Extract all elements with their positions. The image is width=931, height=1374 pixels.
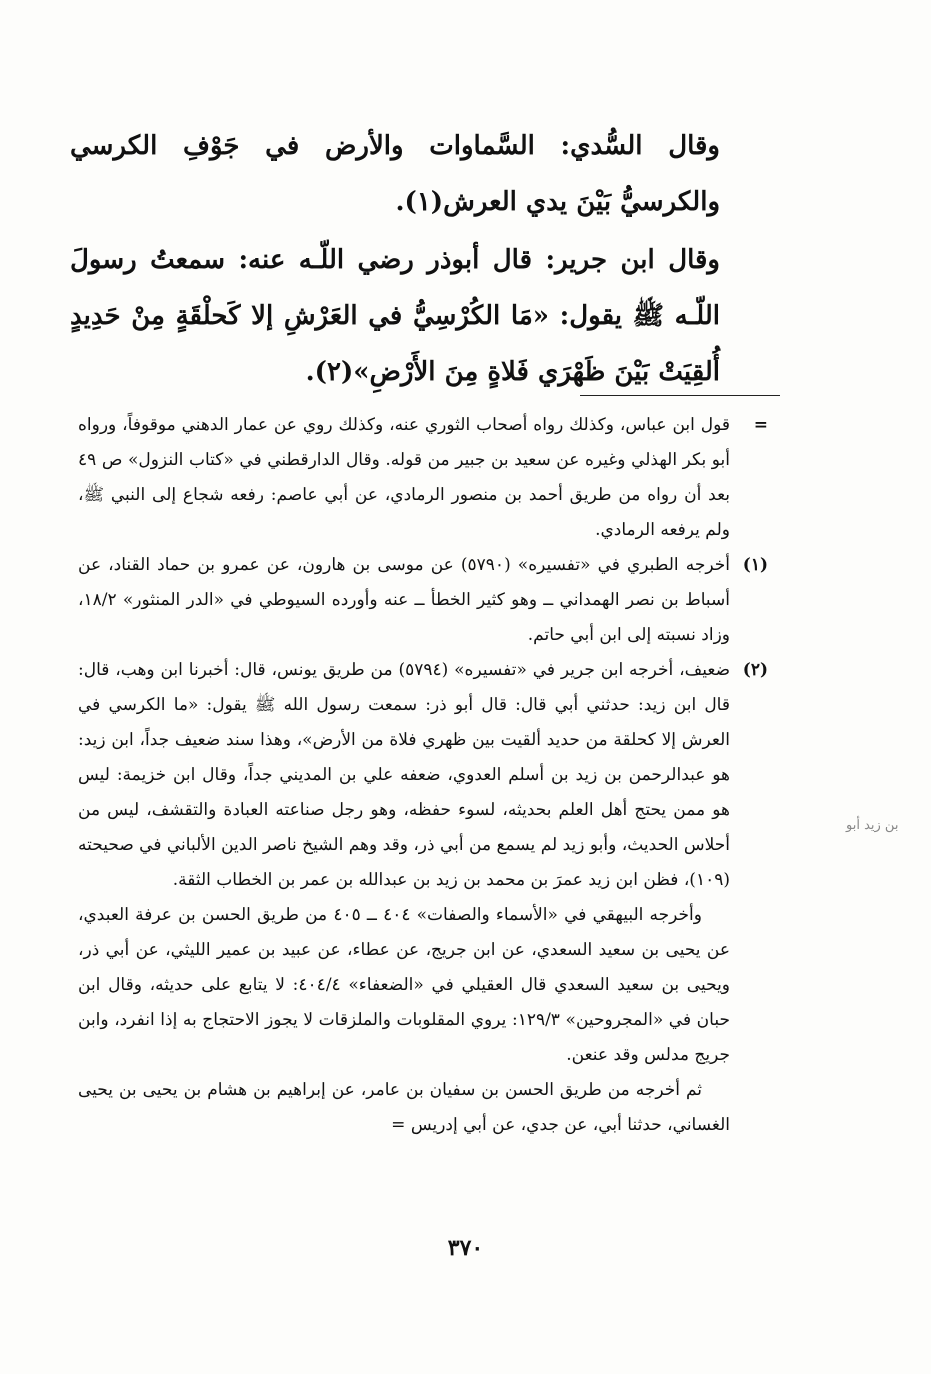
handwritten-margin-note: بن زيد أبو: [846, 818, 899, 833]
footnote-separator: [580, 395, 780, 396]
footnote-marker: (٢): [742, 660, 768, 680]
footnote-text: ضعيف، أخرجه ابن جرير في «تفسيره» (٥٧٩٤) من طريق يونس، قال: أخبرنا ابن وهب، قال: قال ابن زيد: حدثني أبي قال: قال أبو ذر: سمعت رسول الله ﷺ يقول: «ما الكرسي في العرش إلا كحلقة من حديد ألقيت بين ظهري فلاة من الأرض»، وهذا سند ضعيف جداً، ابن زيد: هو عبدالرحمن بن زيد بن أسلم العدوي، ضعفه علي بن المديني جداً، وقال ابن خزيمة: ليس هو ممن يحتج أهل العلم بحديثه، لسوء حفظه، وهو رجل صناعته العبادة والتقشف، ليس من أحلاس الحديث، وأبو زيد لم يسمع من أبي ذر، وقد وهم الشيخ ناصر الدين الألباني في صحيحته (١٠٩)، فظن ابن زيد عمرَ بن محمد بن زيد بن عبدالله بن عمر بن الخطاب الثقة.: [78, 660, 731, 890]
main-paragraph-1: وقال السُّدي: السَّماوات والأرض في جَوْفِ الكرسي والكرسيُّ بَيْنَ يدي العرش(١).: [70, 131, 720, 217]
footnote-2: [78, 653, 768, 898]
footnote-text: أخرجه الطبري في «تفسيره» (٥٧٩٠) عن موسى بن هارون، عن عمرو بن حماد القناد، عن أسباط بن نصر الهمداني ــ وهو كثير الخطأ ــ عنه وأورده السيوطي في «الدر المنثور» ١٨/٢، وزاد نسبته إلى ابن أبي حاتم.: [78, 555, 730, 645]
footnote-marker: =: [753, 415, 768, 435]
footnote-1: [78, 548, 768, 653]
footnote-marker: (١): [742, 555, 768, 575]
footnote-paragraph: ثم أخرجه من طريق الحسن بن سفيان بن عامر، عن إبراهيم بن هشام بن يحيى بن يحيى الغساني، حدثنا أبي، عن جدي، عن أبي إدريس =: [78, 1080, 730, 1135]
footnote-2-continuation-b: [78, 1073, 768, 1143]
footnote-2-continuation-a: [78, 898, 768, 1073]
page-number: ٣٧٠: [447, 1235, 484, 1261]
footnote-text: قول ابن عباس، وكذلك رواه أصحاب الثوري عنه، وكذلك روي عن عمار الدهني موقوفاً، ورواه أبو بكر الهذلي وغيره عن سعيد بن جبير من قوله. وقال الدارقطني في «كتاب النزول» ص ٤٩ بعد أن رواه من طريق أحمد بن منصور الرمادي، عن أبي عاصم: رفعه شجاع إلى النبي ﷺ، ولم يرفعه الرمادي.: [78, 415, 730, 540]
main-paragraph-2: وقال ابن جرير: قال أبوذر رضي اللّـه عنه: سمعتُ رسولَ اللّـه ﷺ يقول: «مَا الكُرْسِيُّ في العَرْشِ إلا كَحلْقَةٍ مِنْ حَدِيدٍ أُلقِيَتْ بَيْنَ ظَهْرَي فَلاةٍ مِنَ الأَرْضِ»(٢).: [70, 245, 720, 387]
footnotes: [78, 408, 768, 1143]
footnote-continued: [78, 408, 768, 548]
footnote-paragraph: وأخرجه البيهقي في «الأسماء والصفات» ٤٠٤ ــ ٤٠٥ من طريق الحسن بن عرفة العبدي، عن يحيى بن سعيد السعدي، عن ابن جريج، عن عطاء، عن عبيد بن عمير الليثي، عن أبي ذر، ويحيى بن سعيد السعدي قال العقيلي في «الضعفاء» ٤٠٤/٤: لا يتابع على حديثه، وقال ابن حبان في «المجروحين» ١٢٩/٣: يروي المقلوبات والملزقات لا يجوز الاحتجاج به إذا انفرد، وابن جريج مدلس وقد عنعن.: [78, 905, 731, 1065]
